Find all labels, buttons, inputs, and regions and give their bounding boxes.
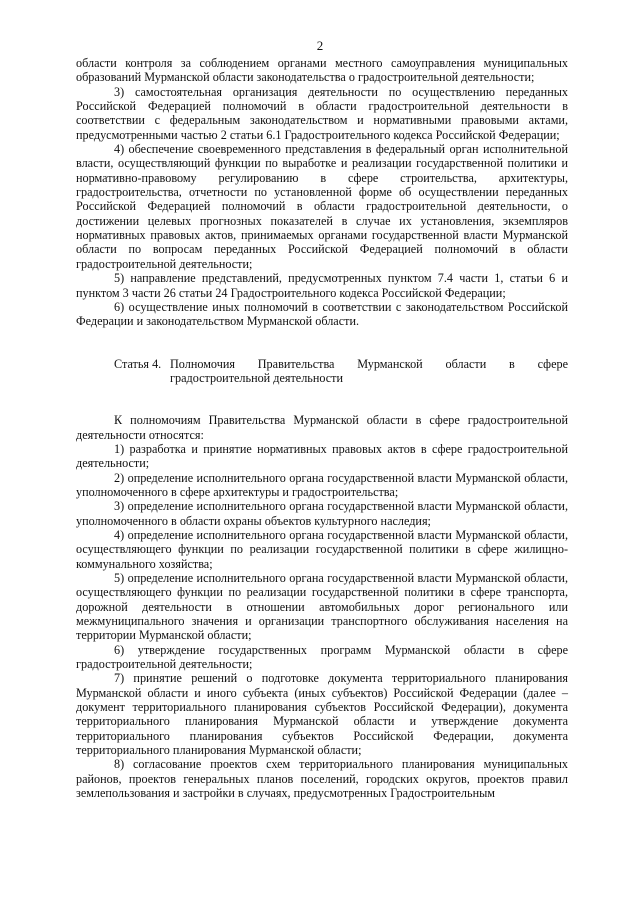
art4-item-2: 2) определение исполнительного органа государственной власти Мурманской области, уполномоченного в сфере архитектуры и градостроительства; bbox=[76, 470, 568, 499]
document-body bbox=[76, 56, 568, 801]
art3-item-6: 6) осуществление иных полномочий в соответствии с законодательством Российской Федерации и законодательством Мурманской области. bbox=[76, 299, 568, 329]
art4-item-3: 3) определение исполнительного органа государственной власти Мурманской области, уполномоченного в области охраны объектов культурного наследия; bbox=[76, 499, 568, 528]
art3-item-3: 3) самостоятельная организация деятельности по осуществлению переданных Российской Федерацией полномочий в области градостроительной деятельности в соответствии с федеральным законодательством и нормативными правовыми актами, предусмотренными частью 2 статьи 6.1 Градостроительного кодекса Российской Федерации; bbox=[76, 84, 568, 142]
intro-fragment: области контроля за соблюдением органами местного самоуправления муниципальных образований Мурманской области законодательства о градостроительной деятельности; bbox=[76, 56, 568, 85]
art4-item-7: 7) принятие решений о подготовке документа территориального планирования Мурманской области и иного субъекта (иных субъектов) Российской Федерации (далее – документ территориального планирования субъектов Российской Федерации), документа территориального планирования Мурманской области и утверждение документа территориального планирования субъектов Российской Федерации, документа территориального планирования Мурманской области; bbox=[76, 671, 568, 758]
art4-item-1: 1) разработка и принятие нормативных правовых актов в сфере градостроительной деятельности; bbox=[76, 441, 568, 471]
article-4-title: Полномочия Правительства Мурманской области в сфере градостроительной деятельности bbox=[170, 356, 568, 385]
art3-item-5: 5) направление представлений, предусмотренных пунктом 7.4 части 1, статьи 6 и пунктом 3 части 26 статьи 24 Градостроительного кодекса Российской Федерации; bbox=[76, 271, 568, 300]
art3-item-4: 4) обеспечение своевременного представления в федеральный орган исполнительной власти, осуществляющий функции по выработке и реализации государственной политики и нормативно-правовому регулированию в сфере строительства, архитектуры, градостроительства, отчетности по установленной форме об осуществлении переданных Российской Федерацией полномочий в области градостроительной деятельности, о достижении целевых прогнозных показателей в случае их установления, экземпляров нормативных правовых актов, принимаемых органами государственной власти Мурманской области по вопросам переданных Российской Федерацией полномочий в области градостроительной деятельности; bbox=[76, 142, 568, 271]
art4-item-4: 4) определение исполнительного органа государственной власти Мурманской области, осуществляющего функции по реализации государственной политики в сфере жилищно-коммунального хозяйства; bbox=[76, 527, 568, 571]
art4-item-8: 8) согласование проектов схем территориального планирования муниципальных районов, проектов генеральных планов поселений, городских округов, проектов правил землепользования и застройки в случаях, предусмотренных Градостроительным bbox=[76, 757, 568, 801]
article-4-number: Статья 4. bbox=[114, 356, 162, 371]
page-number: 2 bbox=[316, 38, 324, 53]
art4-item-6: 6) утверждение государственных программ Мурманской области в сфере градостроительной деятельности; bbox=[76, 642, 568, 672]
article-4-heading bbox=[76, 357, 568, 386]
art4-item-5: 5) определение исполнительного органа государственной власти Мурманской области, осуществляющего функции по реализации государственной политики в сфере транспорта, дорожной деятельности в отношении автомобильных дорог регионального или межмуниципального значения и организации транспортного обслуживания населения на территории Мурманской области; bbox=[76, 571, 568, 643]
art4-intro: К полномочиям Правительства Мурманской области в сфере градостроительной деятельности относятся: bbox=[76, 413, 568, 442]
